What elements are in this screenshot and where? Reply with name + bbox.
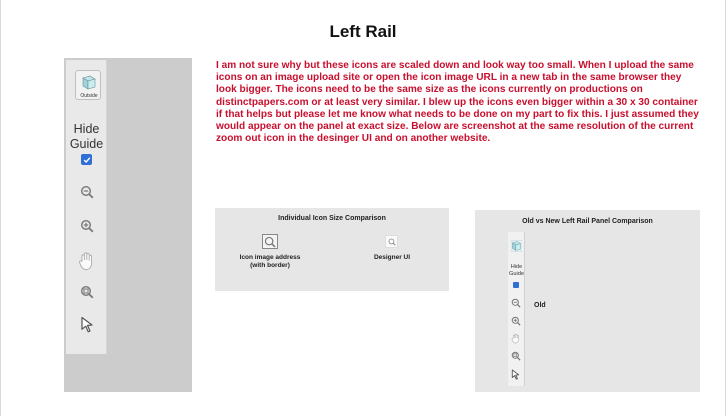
mini-checkbox [513, 282, 519, 288]
zoom-in-button[interactable] [66, 219, 107, 233]
old-left-rail [508, 232, 525, 386]
pointer-icon [511, 369, 520, 380]
page-title: Left Rail [329, 22, 397, 41]
hide-guide-checkbox[interactable] [81, 154, 92, 165]
hide-guide-label: Hide Guide [69, 122, 104, 151]
rail-comparison-panel [475, 210, 700, 392]
checkmark-icon [83, 156, 91, 164]
designer-icon-sample [385, 235, 398, 248]
zoom-out-icon [80, 185, 94, 199]
pan-button[interactable] [66, 251, 107, 271]
zoom-fit-icon [511, 351, 521, 361]
pointer-button[interactable] [66, 316, 107, 333]
zoom-out-icon [511, 298, 521, 308]
cube-icon [511, 240, 522, 252]
hand-pan-icon [78, 251, 96, 271]
issue-description: I am not sure why but these icons are scaled down and look way too small. When I upload the same icons on an image upload site or open the icon image URL in a new tab in the same browser they look bigger. The icons need to be the same size as the icons currently on productions on distinctpapers.com or at least very similar. I blew up the icons even bigger within a 30 x 30 container if that helps but please let me know what needs to be done on my part to fix this. I just assumed they would appear on the panel at exact size. Below are screenshot at the same resolution of the current zoom out icon in the desinger UI and on another website. [216, 60, 699, 145]
zoom-icon [264, 236, 276, 248]
cube-icon [81, 74, 97, 91]
outside-button[interactable] [75, 70, 101, 100]
outside-label: Outside [80, 93, 98, 99]
zoom-fit-button[interactable] [66, 285, 107, 299]
icon-size-comparison-panel [215, 208, 449, 291]
icon-address-caption: Icon image address (with border) [239, 254, 301, 269]
hand-pan-icon [511, 333, 521, 344]
zoom-in-icon [80, 219, 94, 233]
zoom-in-icon [511, 316, 521, 326]
old-label: Old [534, 302, 546, 309]
pointer-icon [80, 316, 94, 333]
rail-comparison-title: Old vs New Left Rail Panel Comparison [522, 218, 653, 225]
bordered-icon-sample [262, 234, 278, 249]
left-rail [66, 60, 107, 354]
zoom-out-button[interactable] [66, 185, 107, 199]
zoom-fit-icon [80, 285, 94, 299]
zoom-icon [388, 238, 396, 246]
mini-hide-guide-label: Hide Guide [509, 264, 524, 277]
designer-ui-caption: Designer UI [373, 254, 411, 261]
icon-comparison-title: Individual Icon Size Comparison [278, 215, 386, 222]
